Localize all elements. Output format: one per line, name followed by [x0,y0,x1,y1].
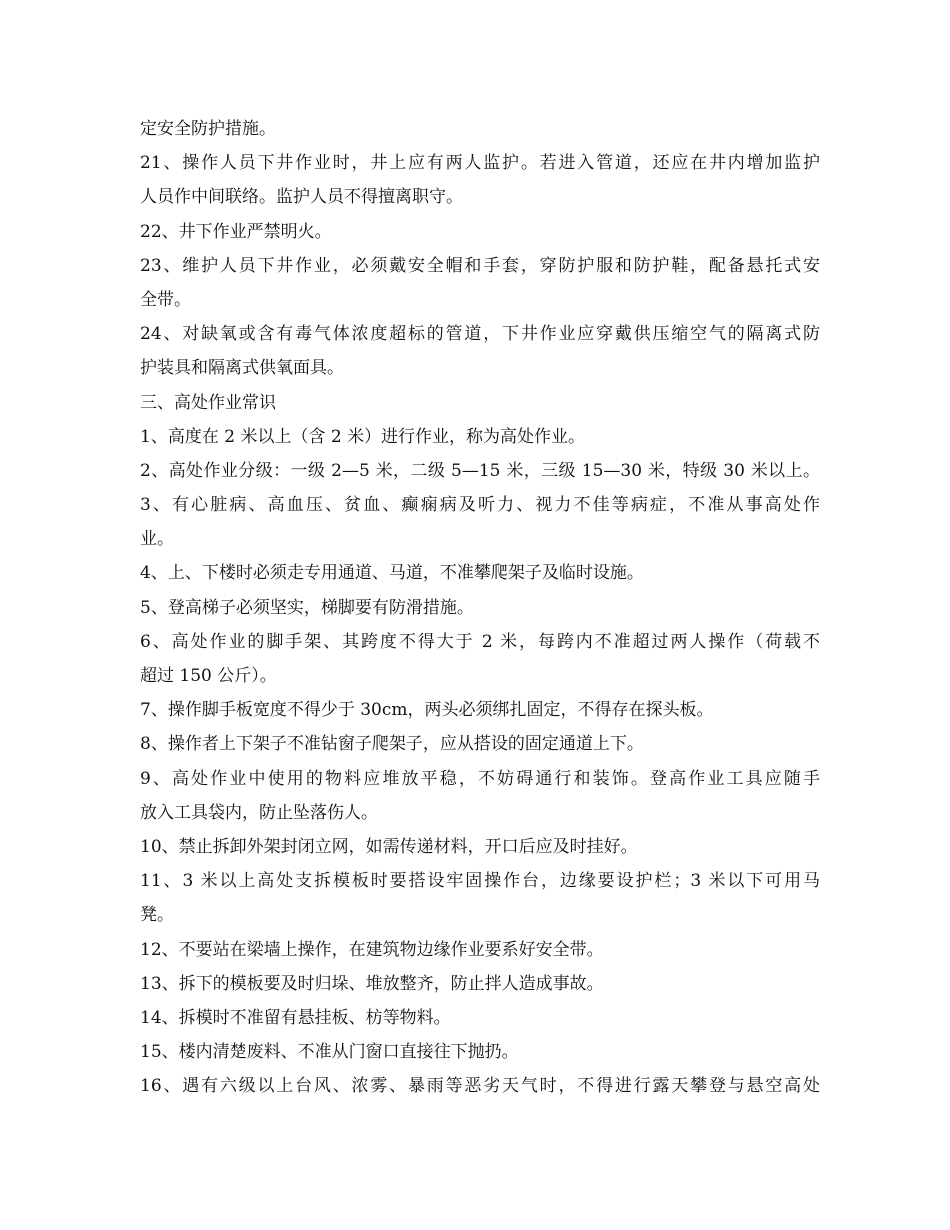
text-line: 护装具和隔离式供氧面具。 [140,358,344,379]
text-line: 凳。 [140,905,174,926]
text-line: 11、3 米以上高处支拆模板时要搭设牢固操作台，边缘要设护栏；3 米以下可用马 [140,871,820,892]
text-line: 7、操作脚手板宽度不得少于 30cm，两头必须绑扎固定，不得存在探头板。 [140,700,714,721]
text-line: 8、操作者上下架子不准钻窗子爬架子，应从搭设的固定通道上下。 [140,734,644,755]
text-line: 超过 150 公斤）。 [140,666,277,686]
document-body [140,112,820,1103]
text-line: 12、不要站在梁墙上操作，在建筑物边缘作业要系好安全带。 [140,939,604,960]
text-line: 2、高处作业分级：一级 2—5 米，二级 5—15 米，三级 15—30 米，特级 30 米以上。 [140,460,820,481]
text-line: 10、禁止拆卸外架封闭立网，如需传递材料，开口后应及时挂好。 [140,836,638,857]
text-line: 6、高处作业的脚手架、其跨度不得大于 2 米，每跨内不准超过两人操作（荷载不 [140,631,820,652]
text-line: 5、登高梯子必须坚实，梯脚要有防滑措施。 [140,597,474,618]
text-line: 14、拆模时不准留有悬挂板、枋等物料。 [140,1007,451,1028]
text-line: 人员作中间联络。监护人员不得擅离职守。 [140,187,463,208]
text-line: 三、高处作业常识 [140,392,276,413]
text-line: 定安全防护措施。 [140,119,276,139]
text-line: 1、高度在 2 米以上（含 2 米）进行作业，称为高处作业。 [140,426,586,447]
text-line: 22、井下作业严禁明火。 [140,221,332,242]
text-line: 业。 [140,529,174,550]
text-line: 24、对缺氧或含有毒气体浓度超标的管道，下井作业应穿戴供压缩空气的隔离式防 [140,324,820,345]
text-line: 15、楼内清楚废料、不准从门窗口直接往下抛扔。 [140,1042,519,1063]
text-line: 21、操作人员下井作业时，井上应有两人监护。若进入管道，还应在井内增加监护 [140,153,820,174]
text-line: 4、上、下楼时必须走专用通道、马道，不准攀爬架子及临时设施。 [140,563,644,584]
text-line: 16、遇有六级以上台风、浓雾、暴雨等恶劣天气时，不得进行露天攀登与悬空高处 [140,1076,820,1097]
text-line: 放入工具袋内，防止坠落伤人。 [140,802,378,823]
text-line: 9、高处作业中使用的物料应堆放平稳，不妨碍通行和装饰。登高作业工具应随手 [140,768,820,789]
text-line: 全带。 [140,289,191,310]
text-line: 13、拆下的模板要及时归垛、堆放整齐，防止拌人造成事故。 [140,973,604,994]
text-line: 3、有心脏病、高血压、贫血、癫痫病及听力、视力不佳等病症，不准从事高处作 [140,495,820,516]
text-line: 23、维护人员下井作业，必须戴安全帽和手套，穿防护服和防护鞋，配备悬托式安 [140,255,820,276]
